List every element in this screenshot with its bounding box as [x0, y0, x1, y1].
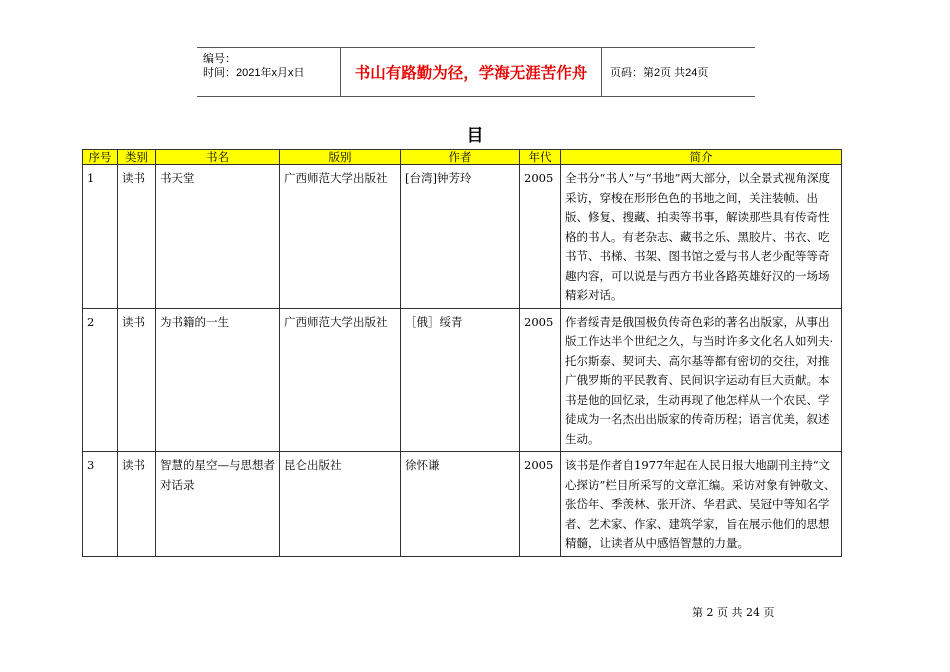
cell-no: 2 — [83, 308, 118, 452]
time-label: 时间：2021年x月x日 — [203, 67, 305, 79]
cell-title: 智慧的星空—与思想者对话录 — [156, 452, 280, 557]
table-row — [83, 452, 842, 557]
cell-category: 读书 — [118, 452, 156, 557]
table-row — [83, 165, 842, 309]
header-motto: 书山有路勤为径，学海无涯苦作舟 — [340, 48, 602, 96]
col-header-no: 序号 — [83, 150, 118, 165]
page-header — [197, 47, 755, 97]
cell-year: 2005 — [520, 452, 561, 557]
cell-publisher: 昆仑出版社 — [280, 452, 401, 557]
cell-no: 1 — [83, 165, 118, 309]
col-header-category: 类别 — [118, 150, 156, 165]
col-header-year: 年代 — [520, 150, 561, 165]
header-meta — [197, 48, 340, 96]
cell-author: 徐怀谦 — [401, 452, 520, 557]
cell-no: 3 — [83, 452, 118, 557]
cell-title: 为书籍的一生 — [156, 308, 280, 452]
book-table — [82, 149, 842, 557]
table-row — [83, 308, 842, 452]
cell-title: 书天堂 — [156, 165, 280, 309]
col-header-author: 作者 — [401, 150, 520, 165]
col-header-title: 书名 — [156, 150, 280, 165]
cell-author: [台湾]钟芳玲 — [401, 165, 520, 309]
table-header-row — [83, 150, 842, 165]
number-label: 编号： — [203, 53, 236, 65]
cell-year: 2005 — [520, 308, 561, 452]
header-page-info: 页码：第2页 共24页 — [610, 67, 709, 79]
section-title: 目 — [466, 126, 484, 146]
cell-intro: 该书是作者自1977年起在人民日报大地副刊主持“文心探访”栏目所采写的文章汇编。采访对象有钟敬文、张岱年、季羡林、张开济、华君武、吴冠中等知名学者、艺术家、作家、建筑学家，旨在展示他们的思想精髓，让读者从中感悟智慧的力量。 — [561, 452, 842, 557]
cell-intro: 作者绥青是俄国极负传奇色彩的著名出版家，从事出版工作达半个世纪之久，与当时许多文化名人如列夫·托尔斯泰、契诃夫、高尔基等都有密切的交往，对推广俄罗斯的平民教育、民间识字运动有巨大贡献。本书是他的回忆录，生动再现了他怎样从一个农民、学徒成为一名杰出出版家的传奇历程；语言优美，叙述生动。 — [561, 308, 842, 452]
col-header-publisher: 版别 — [280, 150, 401, 165]
cell-category: 读书 — [118, 308, 156, 452]
col-header-intro: 简介 — [561, 150, 842, 165]
cell-year: 2005 — [520, 165, 561, 309]
cell-category: 读书 — [118, 165, 156, 309]
page-footer: 第 2 页 共 24 页 — [692, 606, 775, 619]
cell-author: ［俄］绥青 — [401, 308, 520, 452]
cell-publisher: 广西师范大学出版社 — [280, 165, 401, 309]
cell-publisher: 广西师范大学出版社 — [280, 308, 401, 452]
cell-intro: 全书分“书人”与“书地”两大部分，以全景式视角深度采访，穿梭在形形色色的书地之间，关注装帧、出版、修复、搜藏、拍卖等书事，解读那些具有传奇性格的书人。有老杂志、藏书之乐、黑胶片、书衣、吃书节、书梯、书架、图书馆之爱与书人老少配等等奇趣内容，可以说是与西方书业各路英雄好汉的一场场精彩对话。 — [561, 165, 842, 309]
